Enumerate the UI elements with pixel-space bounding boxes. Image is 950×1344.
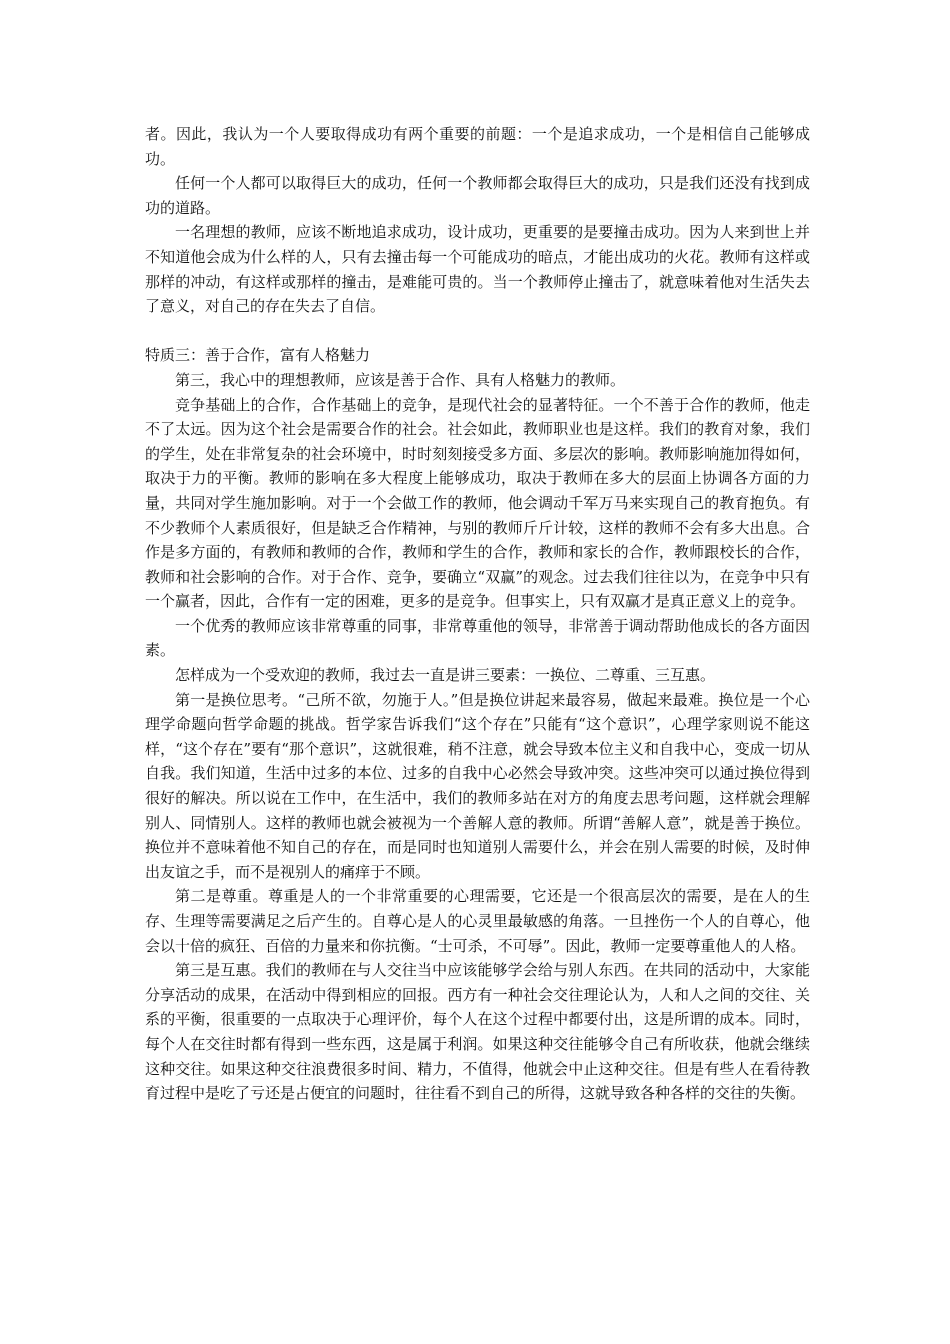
blank-line <box>145 319 810 344</box>
paragraph: 第三，我心中的理想教师，应该是善于合作、具有人格魅力的教师。 <box>175 370 626 389</box>
paragraph: 第二是尊重。尊重是人的一个非常重要的心理需要，它还是一个很高层次的需要，是在人的生存、生理等需要满足之后产生的。自尊心是人的心灵里最敏感的角落。一旦挫伤一个人的自尊心，他会以十倍的疯狂、百倍的力量来和你抗衡。“士可杀，不可辱”。因此，教师一定要尊重他人的人格。 <box>145 887 810 955</box>
paragraph: 第三是互惠。我们的教师在与人交往当中应该能够学会给与别人东西。在共同的活动中，大家能分享活动的成果，在活动中得到相应的回报。西方有一种社会交往理论认为，人和人之间的交往、关系的平衡，很重要的一点取决于心理评价，每个人在这个过程中都要付出，这是所谓的成本。同时，每个人在交往时都有得到一些东西，这是属于利润。如果这种交往能够令自己有所收获，他就会继续这种交往。如果这种交往浪费很多时间、精力，不值得，他就会中止这种交往。但是有些人在看待教育过程中是吃了亏还是占便宜的问题时，往往看不到自己的所得，这就导致各种各样的交往的失衡。 <box>145 961 810 1103</box>
document-body <box>145 122 810 1106</box>
paragraph-continuation: 者。因此，我认为一个人要取得成功有两个重要的前题：一个是追求成功，一个是相信自己能够成功。 <box>145 125 810 168</box>
paragraph: 任何一个人都可以取得巨大的成功，任何一个教师都会取得巨大的成功，只是我们还没有找到成功的道路。 <box>145 174 810 217</box>
paragraph: 竞争基础上的合作，合作基础上的竞争，是现代社会的显著特征。一个不善于合作的教师，他走不了太远。因为这个社会是需要合作的社会。社会如此，教师职业也是这样。我们的教育对象，我们的学生，处在非常复杂的社会环境中，时时刻刻接受多方面、多层次的影响。教师影响施加得如何，取决于力的平衡。教师的影响在多大程度上能够成功，取决于教师在多大的层面上协调各方面的力量，共同对学生施加影响。对于一个会做工作的教师，他会调动千军万马来实现自己的教育抱负。有不少教师个人素质很好，但是缺乏合作精神，与别的教师斤斤计较，这样的教师不会有多大出息。合作是多方面的，有教师和教师的合作，教师和学生的合作，教师和家长的合作，教师跟校长的合作，教师和社会影响的合作。对于合作、竞争，要确立“双赢”的观念。过去我们往往以为，在竞争中只有一个赢者，因此，合作有一定的困难，更多的是竞争。但事实上，只有双赢才是真正意义上的竞争。 <box>145 395 810 611</box>
paragraph: 一名理想的教师，应该不断地追求成功，设计成功，更重要的是要撞击成功。因为人来到世上并不知道他会成为什么样的人，只有去撞击每一个可能成功的暗点，才能出成功的火花。教师有这样或那样的冲动，有这样或那样的撞击，是难能可贵的。当一个教师停止撞击了，就意味着他对生活失去了意义，对自己的存在失去了自信。 <box>145 223 810 316</box>
paragraph: 怎样成为一个受欢迎的教师，我过去一直是讲三要素：一换位、二尊重、三互惠。 <box>175 666 716 685</box>
paragraph: 一个优秀的教师应该非常尊重的同事，非常尊重他的领导，非常善于调动帮助他成长的各方面因素。 <box>145 616 810 660</box>
paragraph: 第一是换位思考。“己所不欲，勿施于人。”但是换位讲起来最容易，做起来最难。换位是一个心理学命题向哲学命题的挑战。哲学家告诉我们“这个存在”只能有“这个意识”，心理学家则说不能这样，“这个存在”要有“那个意识”，这就很难，稍不注意，就会导致本位主义和自我中心，变成一切从自我。我们知道，生活中过多的本位、过多的自我中心必然会导致冲突。这些冲突可以通过换位得到很好的解决。所以说在工作中，在生活中，我们的教师多站在对方的角度去思考问题，这样就会理解别人、同情别人。这样的教师也就会被视为一个善解人意的教师。所谓“善解人意”，就是善于换位。换位并不意味着他不知自己的存在，而是同时也知道别人需要什么，并会在别人需要的时候，及时伸出友谊之手，而不是视别人的痛痒于不顾。 <box>145 690 810 881</box>
section-heading: 特质三：善于合作，富有人格魅力 <box>145 346 371 365</box>
